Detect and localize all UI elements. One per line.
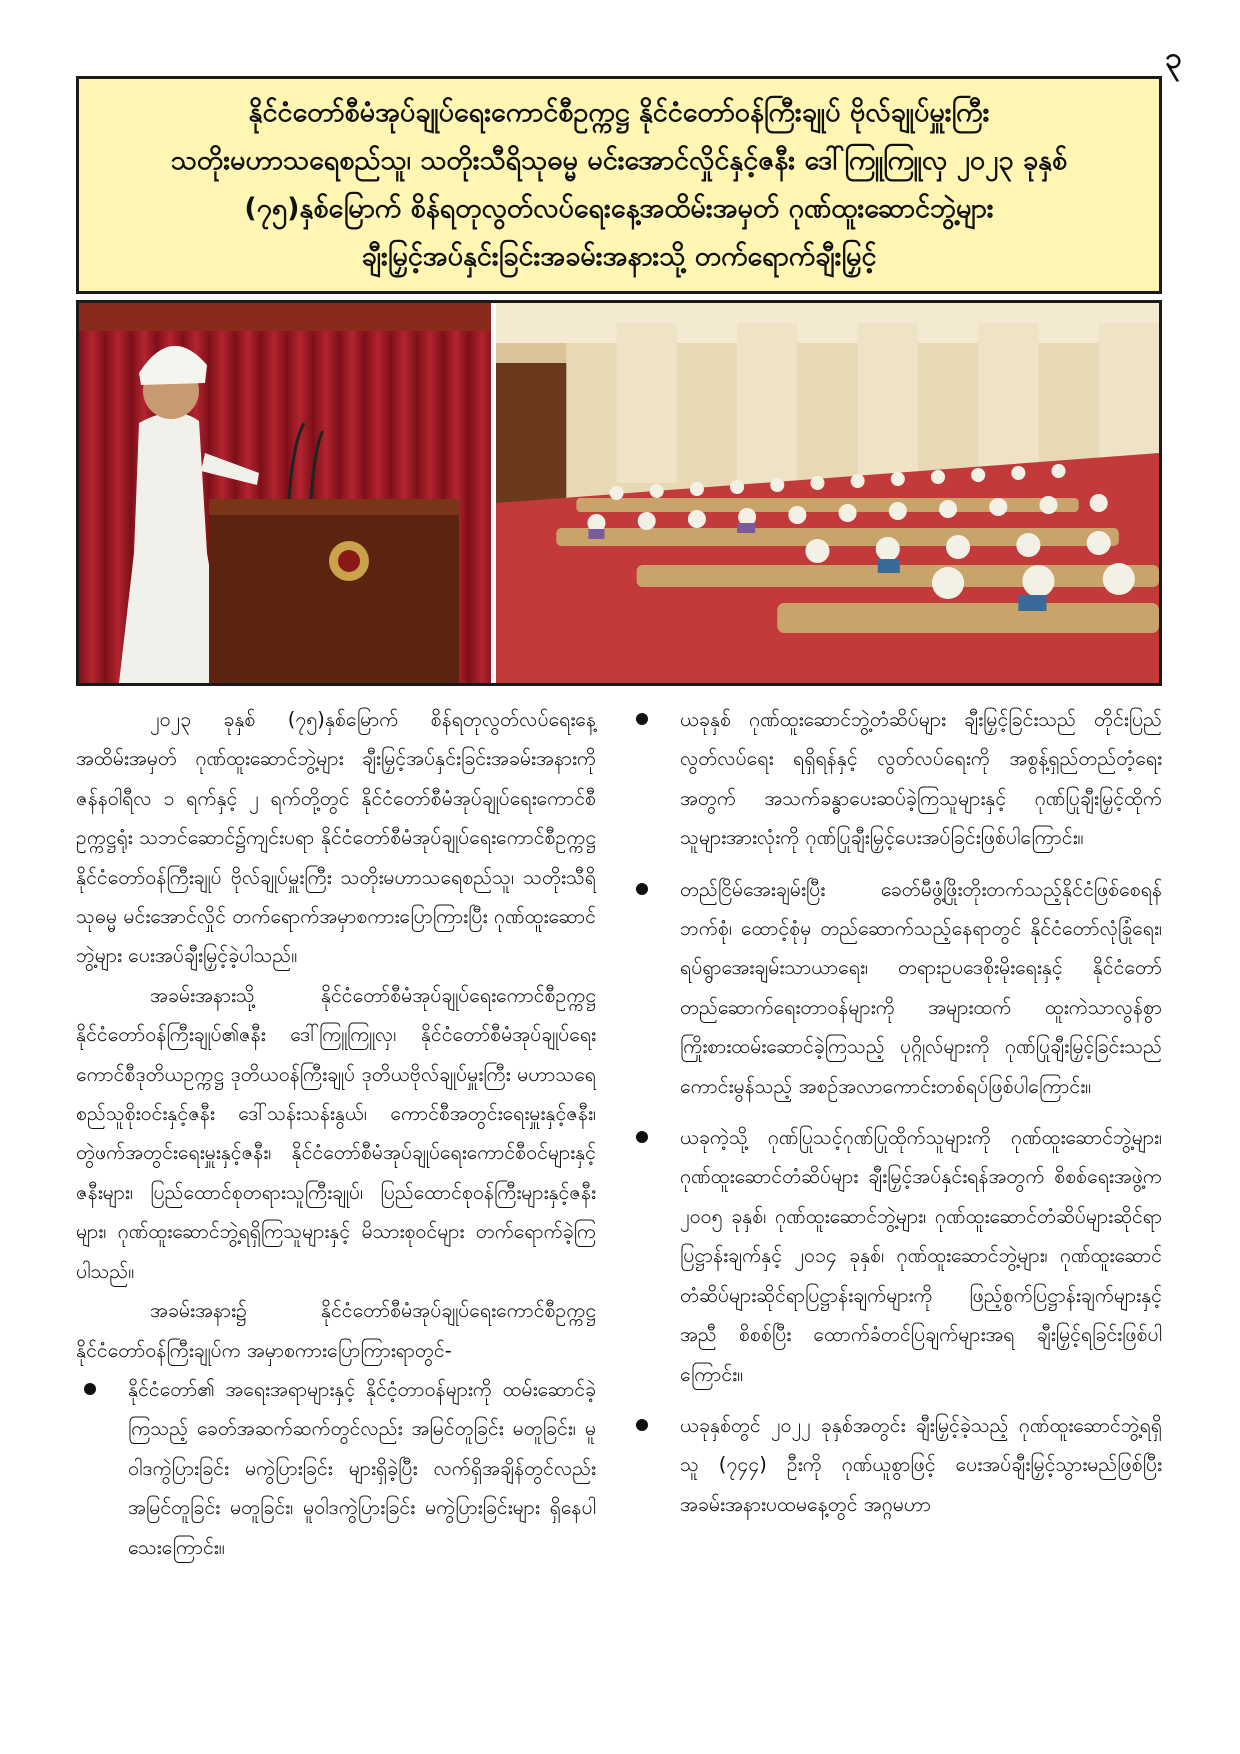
right-column xyxy=(628,700,1162,1536)
bullet-icon xyxy=(636,713,648,725)
headline-box xyxy=(76,76,1162,294)
speech-point-text: ယခုနှစ်တွင် ၂၀၂၂ ခုနှစ်အတွင်း ချီးမြှင့်ခဲ့သည့် ဂုဏ်ထူးဆောင်ဘွဲ့ရရှိသူ (၇၄၄) ဦးကို ဂုဏ်ယူစွာဖြင့် ပေးအပ်ချီးမြှင့်သွားမည်ဖြစ်ပြီး အခမ်းအနားပထမနေ့တွင် အဂ္ဂမဟာ xyxy=(680,1413,1162,1516)
speech-point xyxy=(628,1118,1162,1394)
bullet-icon xyxy=(636,1419,648,1431)
article-paragraph: အခမ်းအနားသို့ နိုင်ငံတော်စီမံအုပ်ချုပ်ရေးကောင်စီဥက္ကဋ္ဌ နိုင်ငံတော်ဝန်ကြီးချုပ်၏ဇနီး ဒေါ်ကြူကြူလှ၊ နိုင်ငံတော်စီမံအုပ်ချုပ်ရေးကောင်စီဒုတိယဥက္ကဋ္ဌ ဒုတိယဝန်ကြီးချုပ် ဒုတိယဗိုလ်ချုပ်မှူးကြီး မဟာသရေစည်သူစိုးဝင်းနှင့်ဇနီး ဒေါ်သန်းသန်းနွယ်၊ ကောင်စီအတွင်းရေးမှူးနှင့်ဇနီး၊ တွဲဖက်အတွင်းရေးမှူးနှင့်ဇနီး၊ နိုင်ငံတော်စီမံအုပ်ချုပ်ရေးကောင်စီဝင်များနှင့် ဇနီးများ၊ ပြည်ထောင်စုတရားသူကြီးချုပ်၊ ပြည်ထောင်စုဝန်ကြီးများနှင့်ဇနီးများ၊ ဂုဏ်ထူးဆောင်ဘွဲ့ရရှိကြသူများနှင့် မိသားစုဝင်များ တက်ရောက်ခဲ့ကြပါသည်။ xyxy=(76,983,596,1283)
headline-line: နိုင်ငံတော်စီမံအုပ်ချုပ်ရေးကောင်စီဥက္ကဋ္ဌ နိုင်ငံတော်ဝန်ကြီးချုပ် ဗိုလ်ချုပ်မှူးကြီး xyxy=(248,97,990,128)
speech-point xyxy=(628,870,1162,1106)
bullet-icon xyxy=(84,1383,96,1395)
podium-speaker-photo xyxy=(79,303,496,683)
page-number: ၃ xyxy=(1165,41,1182,76)
bullet-icon xyxy=(636,883,648,895)
headline-line: သတိုးမဟာသရေစည်သူ၊ သတိုးသီရိသုဓမ္မ မင်းအောင်လှိုင်နှင့်ဇနီး ဒေါ်ကြူကြူလှ ၂၀၂၃ ခုနှစ် xyxy=(170,145,1068,176)
left-column xyxy=(76,700,596,1579)
speech-point xyxy=(76,1370,596,1567)
ceremony-hall-photo xyxy=(496,303,1159,683)
headline-line: (၇၅)နှစ်မြောက် စိန်ရတုလွတ်လပ်ရေးနေ့အထိမ်းအမှတ် ဂုဏ်ထူးဆောင်ဘွဲ့များ xyxy=(244,193,994,224)
speech-points-list xyxy=(628,700,1162,1524)
speech-points-list xyxy=(76,1370,596,1567)
article-paragraph: ၂၀၂၃ ခုနှစ် (၇၅)နှစ်မြောက် စိန်ရတုလွတ်လပ်ရေးနေ့အထိမ်းအမှတ် ဂုဏ်ထူးဆောင်ဘွဲ့များ ချီးမြှင့်အပ်နှင်းခြင်းအခမ်းအနားကို ဇန်နဝါရီလ ၁ ရက်နှင့် ၂ ရက်တို့တွင် နိုင်ငံတော်စီမံအုပ်ချုပ်ရေးကောင်စီဥက္ကဋ္ဌရုံး သဘင်ဆောင်၌ကျင်းပရာ နိုင်ငံတော်စီမံအုပ်ချုပ်ရေးကောင်စီဥက္ကဋ္ဌ နိုင်ငံတော်ဝန်ကြီးချုပ် ဗိုလ်ချုပ်မှူးကြီး သတိုးမဟာသရေစည်သူ၊ သတိုးသီရိသုဓမ္မ မင်းအောင်လှိုင် တက်ရောက်အမှာစကားပြောကြားပြီး ဂုဏ်ထူးဆောင်ဘွဲ့များ ပေးအပ်ချီးမြှင့်ခဲ့ပါသည်။ xyxy=(76,708,596,968)
article-paragraph: အခမ်းအနား၌ နိုင်ငံတော်စီမံအုပ်ချုပ်ရေးကောင်စီဥက္ကဋ္ဌ နိုင်ငံတော်ဝန်ကြီးချုပ်က အမှာစကားပြောကြားရာတွင်- xyxy=(76,1299,596,1362)
speech-point xyxy=(628,1406,1162,1524)
bullet-icon xyxy=(636,1131,648,1143)
speech-point-text: ယခုကဲ့သို့ ဂုဏ်ပြုသင့်ဂုဏ်ပြုထိုက်သူများကို ဂုဏ်ထူးဆောင်ဘွဲ့များ၊ ဂုဏ်ထူးဆောင်တံဆိပ်များ ချီးမြှင့်အပ်နှင်းရန်အတွက် စိစစ်ရေးအဖွဲ့က ၂၀၀၅ ခုနှစ်၊ ဂုဏ်ထူးဆောင်ဘွဲ့များ၊ ဂုဏ်ထူးဆောင်တံဆိပ်များဆိုင်ရာ ပြဋ္ဌာန်းချက်နှင့် ၂၀၁၄ ခုနှစ်၊ ဂုဏ်ထူးဆောင်ဘွဲ့များ၊ ဂုဏ်ထူးဆောင်တံဆိပ်များဆိုင်ရာပြဋ္ဌာန်းချက်များကို ဖြည့်စွက်ပြဋ္ဌာန်းချက်များနှင့်အညီ စိစစ်ပြီး ထောက်ခံတင်ပြချက်များအရ ချီးမြှင့်ရခြင်းဖြစ်ပါကြောင်း။ xyxy=(680,1126,1162,1386)
podium-speaker-illustration xyxy=(79,303,491,683)
photo-strip xyxy=(76,300,1162,686)
article-body xyxy=(76,700,1162,1700)
speech-point-text: နိုင်ငံတော်၏ အရေးအရာများနှင့် နိုင်ငံ့တာဝန်များကို ထမ်းဆောင်ခဲ့ကြသည့် ခေတ်အဆက်ဆက်တွင်လည်း အမြင်တူခြင်း မတူခြင်း၊ မူဝါဒကွဲပြားခြင်း မကွဲပြားခြင်း များရှိခဲ့ပြီး လက်ရှိအချိန်တွင်လည်း အမြင်တူခြင်း မတူခြင်း၊ မူဝါဒကွဲပြားခြင်း မကွဲပြားခြင်းများ ရှိနေပါသေးကြောင်း။ xyxy=(128,1377,596,1559)
ceremony-hall-illustration xyxy=(496,303,1159,683)
headline-line: ချီးမြှင့်အပ်နှင်းခြင်းအခမ်းအနားသို့ တက်ရောက်ချီးမြှင့် xyxy=(361,241,877,272)
speech-point xyxy=(628,700,1162,858)
speech-point-text: တည်ငြိမ်အေးချမ်းပြီး ခေတ်မီဖွံ့ဖြိုးတိုးတက်သည့်နိုင်ငံဖြစ်စေရန် ဘက်စုံ၊ ထောင့်စုံမှ တည်ဆောက်သည့်နေရာတွင် နိုင်ငံတော်လုံခြုံရေး၊ ရပ်ရွာအေးချမ်းသာယာရေး၊ တရားဥပဒေစိုးမိုးရေးနှင့် နိုင်ငံတော်တည်ဆောက်ရေးတာဝန်များကို အများထက် ထူးကဲသာလွန်စွာ ကြိုးစားထမ်းဆောင်ခဲ့ကြသည့် ပုဂ္ဂိုလ်များကို ဂုဏ်ပြုချီးမြှင့်ခြင်းသည် ကောင်းမွန်သည့် အစဉ်အလာကောင်းတစ်ရပ်ဖြစ်ပါကြောင်း။ xyxy=(680,877,1162,1098)
speech-point-text: ယခုနှစ် ဂုဏ်ထူးဆောင်ဘွဲ့တံဆိပ်များ ချီးမြှင့်ခြင်းသည် တိုင်းပြည်လွတ်လပ်ရေး ရရှိရန်နှင့် လွတ်လပ်ရေးကို အစွန့်ရှည်တည်တံ့ရေးအတွက် အသက်ခန္ဓာပေးဆပ်ခဲ့ကြသူများနှင့် ဂုဏ်ပြုချီးမြှင့်ထိုက်သူများအားလုံးကို ဂုဏ်ပြုချီးမြှင့်ပေးအပ်ခြင်းဖြစ်ပါကြောင်း။ xyxy=(680,708,1162,850)
